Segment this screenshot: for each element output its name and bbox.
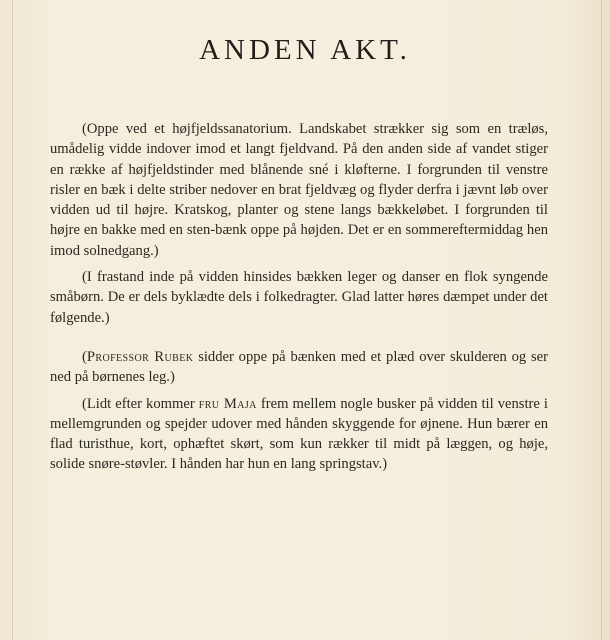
stage-direction-paragraph-2: (I frastand inde på vidden hinsides bækken leger og danser en flok syngende småbørn. De er dels byklædte dels i folkedragter. Glad latter høres dæmpet under det følgende.): [50, 269, 548, 326]
page-edge-left: [12, 0, 13, 640]
character-name-rubek: Professor Rubek: [86, 348, 194, 365]
stage-directions: [50, 119, 548, 475]
stage-direction-paragraph-3: [50, 347, 548, 388]
stage-direction-paragraph-1: (Oppe ved et højfjeldssanatorium. Landskabet strækker sig som en træløs, umådelig vidde indover imod et langt fjeldvand. På den anden side af vandet stiger en række af højfjeldstinder med blånende sné i kløfterne. I forgrunden til venstre risler en bæk i delte striber nedover en brat fjeldvæg og flyder derfra i jævnt løb over vidden ud til højre. Kratskog, planter og stene langs bækkeløbet. I forgrunden til højre en bakke med en sten-bænk oppe på højden. Det er en sommereftermiddag hen imod solnedgang.): [50, 121, 548, 259]
paragraph-4-rest: frem mellem nogle busker på vidden til venstre i mellemgrunden og spejder udover med hånden skyggende for øjnene. Hun bærer en flad turisthue, kort, ophæftet skørt, som kun rækker til midt på læggen, og højе, solide snøre-støvler. I hånden har hun en lang springstav.): [50, 395, 548, 473]
character-name-maja: fru Maja: [198, 395, 257, 412]
stage-direction-paragraph-4: [50, 394, 548, 475]
paragraph-3-rest: sidder oppe på bænken med et plæd over skulderen og ser ned på børnenes leg.): [50, 348, 549, 386]
act-title: ANDEN AKT.: [199, 34, 411, 66]
paragraph-4-open: (Lidt efter kommer: [82, 395, 199, 412]
page-edge-right: [601, 0, 602, 640]
paragraph-3-open: (: [82, 348, 87, 365]
